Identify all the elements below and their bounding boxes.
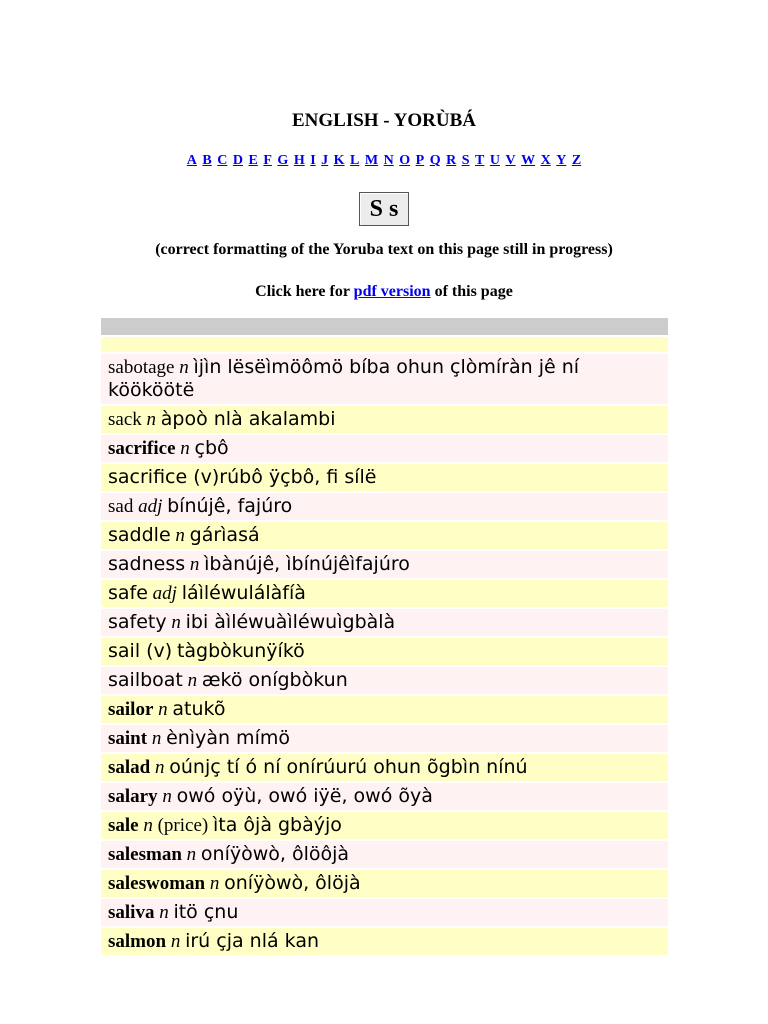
entry-definition: irú çja nlá kan bbox=[185, 930, 320, 952]
entry-term: sacrifice bbox=[108, 438, 176, 459]
alpha-link-u[interactable]: U bbox=[489, 153, 500, 168]
pdf-line bbox=[0, 283, 768, 301]
table-row bbox=[101, 464, 668, 491]
page-title: ENGLISH - YORÙBÁ bbox=[291, 110, 477, 131]
entry-term: sabotage bbox=[108, 357, 175, 378]
table-row bbox=[101, 870, 668, 897]
table-row bbox=[101, 609, 668, 636]
table-row bbox=[101, 580, 668, 607]
table-row bbox=[101, 754, 668, 781]
entry-pos: n bbox=[179, 357, 189, 378]
entry-pos: n bbox=[159, 902, 169, 923]
entry-definition: itö çnu bbox=[173, 901, 239, 923]
entry-pos: n bbox=[180, 438, 190, 459]
entry-definition: oníÿòwò, ôlöjà bbox=[224, 872, 361, 894]
entry-pos: n bbox=[189, 554, 200, 575]
alpha-link-j[interactable]: J bbox=[321, 153, 329, 168]
alpha-link-t[interactable]: T bbox=[475, 153, 485, 168]
alpha-link-l[interactable]: L bbox=[350, 153, 360, 168]
alpha-link-z[interactable]: Z bbox=[571, 153, 582, 168]
entry-term: sailboat bbox=[108, 669, 183, 691]
entry-definition: oúnjç tí ó ní onírúurú ohun õgbìn nínú bbox=[169, 756, 528, 778]
table-row-empty bbox=[101, 337, 668, 352]
alpha-link-r[interactable]: R bbox=[446, 153, 457, 168]
entry-definition: tàgbòkunÿíkö bbox=[176, 640, 305, 662]
table-row bbox=[101, 812, 668, 839]
dictionary-table bbox=[101, 318, 668, 957]
alpha-link-g[interactable]: G bbox=[277, 153, 289, 168]
entry-term: saliva bbox=[108, 902, 155, 923]
table-row bbox=[101, 435, 668, 462]
table-row bbox=[101, 522, 668, 549]
entry-definition: çbô bbox=[194, 437, 229, 459]
entry-pos: n bbox=[151, 728, 162, 749]
entry-pos: n bbox=[186, 844, 197, 865]
entry-term: saint bbox=[108, 728, 148, 749]
entry-pos: n bbox=[158, 699, 168, 720]
alpha-link-e[interactable]: E bbox=[248, 153, 258, 168]
entry-pos: n bbox=[187, 670, 198, 691]
entry-pos: n bbox=[209, 873, 220, 894]
alpha-link-v[interactable]: V bbox=[505, 153, 516, 168]
entry-definition: gárìasá bbox=[189, 524, 260, 546]
entry-pos: n bbox=[170, 931, 181, 952]
alpha-link-s[interactable]: S bbox=[461, 153, 470, 168]
entry-definition: rúbô ÿçbô, fi sílë bbox=[219, 466, 377, 488]
alpha-link-f[interactable]: F bbox=[263, 153, 272, 168]
alpha-link-i[interactable]: I bbox=[310, 153, 316, 168]
entry-term: sail (v) bbox=[108, 640, 173, 662]
entry-term: safe bbox=[108, 582, 148, 604]
entry-term: sacrifice (v) bbox=[108, 466, 220, 488]
table-row bbox=[101, 841, 668, 868]
alpha-link-c[interactable]: C bbox=[217, 153, 228, 168]
alpha-link-p[interactable]: P bbox=[415, 153, 425, 168]
entry-pos: n bbox=[143, 815, 153, 836]
entry-definition: oníÿòwò, ôlöôjà bbox=[200, 843, 350, 865]
alpha-link-x[interactable]: X bbox=[540, 153, 551, 168]
table-row bbox=[101, 638, 668, 665]
alpha-link-a[interactable]: A bbox=[186, 153, 197, 168]
entry-pos: adj bbox=[152, 583, 177, 604]
entry-definition: ènìyàn mímö bbox=[166, 727, 290, 749]
alpha-link-y[interactable]: Y bbox=[556, 153, 567, 168]
alpha-link-d[interactable]: D bbox=[232, 153, 244, 168]
entry-term: sailor bbox=[108, 699, 154, 720]
table-header-bar bbox=[101, 318, 668, 335]
entry-definition: ìbànújê, ìbínújêìfajúro bbox=[204, 553, 410, 575]
formatting-note: (correct formatting of the Yoruba text on this page still in progress) bbox=[155, 241, 613, 258]
entry-pos: n bbox=[171, 612, 181, 633]
entry-term: salesman bbox=[108, 844, 182, 865]
pdf-prefix: Click here for bbox=[255, 283, 354, 300]
entry-pos: adj bbox=[138, 496, 163, 517]
current-letter-heading: S s bbox=[359, 192, 409, 226]
entry-definition: àpoò nlà akalambi bbox=[160, 408, 336, 430]
table-row bbox=[101, 354, 668, 404]
table-row bbox=[101, 406, 668, 433]
entry-term: salad bbox=[108, 757, 151, 778]
entry-term: salmon bbox=[108, 931, 167, 952]
alpha-link-n[interactable]: N bbox=[383, 153, 394, 168]
entry-pos: n bbox=[175, 525, 185, 546]
alpha-link-b[interactable]: B bbox=[202, 153, 212, 168]
entry-definition: owó oÿù, owó iÿë, owó õyà bbox=[176, 785, 433, 807]
table-row bbox=[101, 551, 668, 578]
table-row bbox=[101, 667, 668, 694]
entry-definition: ìjìn lësëìmöômö bíba ohun çlòmíràn jê ní köököötë bbox=[108, 356, 580, 401]
entry-pos: n bbox=[162, 786, 172, 807]
entry-pos: n bbox=[146, 409, 157, 430]
entry-term: salary bbox=[108, 786, 158, 807]
entry-term: sack bbox=[108, 409, 142, 430]
table-row bbox=[101, 783, 668, 810]
entry-definition: láìléwulálàfíà bbox=[181, 582, 306, 604]
table-row bbox=[101, 493, 668, 520]
entry-definition: bínújê, fajúro bbox=[167, 495, 293, 517]
entry-definition: ìta ôjà gbàýjo bbox=[213, 814, 342, 836]
entry-qualifier: (price) bbox=[157, 815, 209, 836]
entry-term: sadness bbox=[108, 553, 186, 575]
entry-definition: atukõ bbox=[172, 698, 226, 720]
entry-term: sale bbox=[108, 815, 139, 836]
entry-term: sad bbox=[108, 496, 134, 517]
table-row bbox=[101, 928, 668, 955]
alpha-link-q[interactable]: Q bbox=[429, 153, 441, 168]
table-row bbox=[101, 899, 668, 926]
entry-definition: ækö onígbòkun bbox=[201, 669, 348, 691]
alpha-link-h[interactable]: H bbox=[293, 153, 305, 168]
alpha-link-k[interactable]: K bbox=[333, 153, 345, 168]
pdf-suffix: of this page bbox=[430, 283, 513, 300]
pdf-version-link[interactable]: pdf version bbox=[353, 283, 431, 300]
table-row bbox=[101, 725, 668, 752]
entry-pos: n bbox=[155, 757, 165, 778]
alpha-link-m[interactable]: M bbox=[364, 153, 379, 168]
entry-term: saleswoman bbox=[108, 873, 206, 894]
entry-definition: ibi àìléwuàìléwuìgbàlà bbox=[185, 611, 396, 633]
entry-term: saddle bbox=[108, 524, 171, 546]
alpha-link-o[interactable]: O bbox=[399, 153, 411, 168]
alpha-link-w[interactable]: W bbox=[521, 153, 536, 168]
entry-term: safety bbox=[108, 611, 167, 633]
table-row bbox=[101, 696, 668, 723]
alphabet-nav bbox=[0, 153, 768, 169]
